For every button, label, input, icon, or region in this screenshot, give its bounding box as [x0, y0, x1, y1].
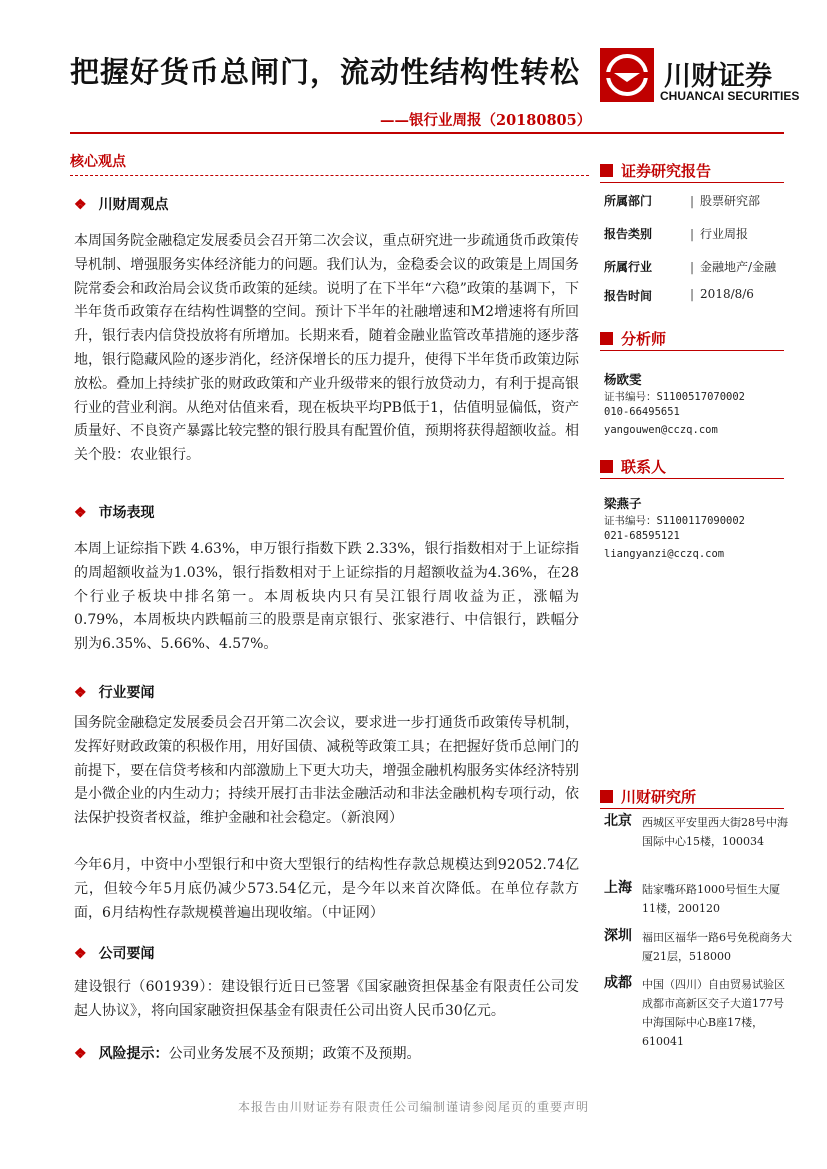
section-heading-company: ❖ 公司要闻 [74, 946, 155, 962]
sidebar-divider [600, 478, 784, 479]
sidebar-analyst-heading: 分析师 [600, 328, 666, 349]
report-title: 把握好货币总闸门，流动性结构性转松 [70, 55, 581, 89]
risk-text: 公司业务发展不及预期；政策不及预期。 [168, 1046, 421, 1062]
contact-email[interactable]: liangyanzi@cczq.com [604, 548, 725, 560]
sidebar-report-heading: 证券研究报告 [600, 160, 711, 181]
sidebar-divider [600, 182, 784, 183]
company-paragraph: 建设银行（601939）：建设银行近日已签署《国家融资担保基金有限责任公司发起人协议》，将向国家融资担保基金有限责任公司出资人民币30亿元。 [74, 979, 579, 1019]
diamond-bullet-icon: ❖ [74, 505, 87, 521]
contact-icon [600, 460, 613, 473]
section-heading-weekly-view: ❖ 川财周观点 [74, 197, 169, 213]
office-city-beijing: 北京 [604, 813, 632, 829]
office-city-chengdu: 成都 [604, 975, 632, 991]
header-divider [70, 132, 784, 134]
info-label-date: 报告时间 [604, 289, 653, 303]
institute-icon [600, 790, 613, 803]
logo-mark-icon [600, 48, 654, 102]
diamond-bullet-icon: ❖ [74, 946, 87, 962]
weekly-view-paragraph: 本周国务院金融稳定发展委员会召开第二次会议，重点研究进一步疏通货币政策传导机制、增强服务实体经济能力的问题。我们认为，金稳委会议的政策是上周国务院常委会和政治局会议货币政策的延续。说明了在下半年“六稳”政策的基调下，下半年货币政策存在结构性调整的空间。预计下半年的社融增速和M2增速将有所回升，银行表内信贷投放将有所增加。长期来看，随着金融业监管改革措施的逐步落地，银行隐藏风险的逐步消化，经济保增长的压力提升，使得下半年货币政策边际放松。叠加上持续扩张的财政政策和产业升级带来的银行放贷动力，有利于提高银行业的营业利润。从绝对估值来看，现在板块平均PB低于1，估值明显偏低，资产质量好、不良资产暴露比较完整的银行股具有配置价值，预期将获得超额收益。相关个股：农业银行。 [74, 233, 579, 464]
info-label-department: 所属部门 [604, 194, 653, 208]
office-address-shanghai: 陆家嘴环路1000号恒生大厦11楼，200120 [642, 883, 780, 915]
info-value-industry: | 金融地产/金融 [690, 258, 776, 275]
contact-cert: 证书编号：S1100117090002 [604, 515, 746, 527]
analyst-phone: 010-66495651 [604, 406, 680, 418]
market-paragraph: 本周上证综指下跌 4.63%，申万银行指数下跌 2.33%，银行指数相对于上证综指的周超额收益为1.03%，银行指数相对于上证综指的月超额收益为4.36%，在28个行业子板块中排名第一。本周板块内只有吴江银行周收益为正，涨幅为0.79%，本周板块内跌幅前三的股票是南京银行、张家港行、中信银行，跌幅分别为6.35%、5.66%、4.57%。 [74, 541, 579, 653]
contact-name: 梁燕子 [604, 496, 642, 511]
diamond-bullet-icon: ❖ [74, 197, 87, 213]
section-heading-market: ❖ 市场表现 [74, 505, 155, 521]
industry-paragraph-1: 国务院金融稳定发展委员会召开第二次会议，要求进一步打通货币政策传导机制，发挥好财政政策的积极作用，用好国债、减税等政策工具；在把握好货币总闸门的前提下，要在信贷考核和内部激励上下更大功夫，增强金融机构服务实体经济特别是小微企业的内生动力；持续开展打击非法金融活动和非法金融机构专项行动，依法保护投资者权益，维护金融和社会稳定。（新浪网） [74, 715, 579, 827]
report-icon [600, 164, 613, 177]
office-address-beijing: 西城区平安里西大街28号中海国际中心15楼，100034 [642, 816, 788, 848]
contact-phone: 021-68595121 [604, 530, 680, 542]
industry-paragraph-2: 今年6月，中资中小型银行和中资大型银行的结构性存款总规模达到92052.74亿元，但较今年5月底仍减少573.54亿元，是今年以来首次降低。在单位存款方面，6月结构性存款规模普遍出现收缩。（中证网） [74, 857, 579, 921]
analyst-name: 杨欧雯 [604, 372, 642, 387]
core-viewpoint-label: 核心观点 [70, 154, 126, 170]
footer-disclaimer: 本报告由川财证券有限责任公司编制谨请参阅尾页的重要声明 [237, 1100, 589, 1114]
analyst-email[interactable]: yangouwen@cczq.com [604, 424, 718, 436]
sidebar-contact-heading: 联系人 [600, 456, 666, 477]
info-value-department: | 股票研究部 [690, 192, 760, 209]
diamond-bullet-icon: ❖ [74, 685, 87, 701]
info-label-industry: 所属行业 [604, 260, 653, 274]
logo-text-en: CHUANCAI SECURITIES [660, 89, 800, 103]
info-value-category: | 行业周报 [690, 225, 748, 242]
info-value-date: | 2018/8/6 [690, 287, 754, 301]
report-subtitle: ——银行业周报（20180805） [380, 112, 592, 129]
section-divider [70, 175, 589, 176]
sidebar-institute-heading: 川财研究所 [600, 786, 696, 807]
sidebar-divider [600, 808, 784, 809]
office-address-shenzhen: 福田区福华一路6号免税商务大厦21层，518000 [642, 931, 792, 963]
office-address-chengdu: 中国（四川）自由贸易试验区成都市高新区交子大道177号中海国际中心B座17楼，610041 [642, 978, 785, 1048]
analyst-icon [600, 332, 613, 345]
section-heading-industry: ❖ 行业要闻 [74, 685, 155, 701]
sidebar-divider [600, 350, 784, 351]
office-city-shanghai: 上海 [604, 880, 632, 896]
analyst-cert: 证书编号：S1100517070002 [604, 391, 746, 403]
risk-warning: ❖ 风险提示：公司业务发展不及预期；政策不及预期。 [74, 1046, 421, 1062]
info-label-category: 报告类别 [604, 227, 653, 241]
office-city-shenzhen: 深圳 [604, 928, 632, 944]
logo-text-cn: 川财证券 [664, 61, 772, 92]
diamond-bullet-icon: ❖ [74, 1046, 87, 1062]
